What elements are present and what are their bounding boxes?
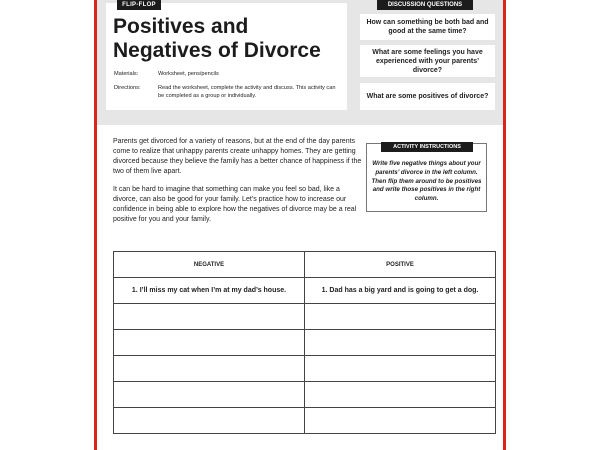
discussion-question-1: How can something be both bad and good at the same time? [360, 14, 495, 40]
materials-label: Materials: [114, 71, 139, 77]
materials-value: Worksheet, pens/pencils [158, 71, 219, 77]
table-header-row [114, 252, 496, 278]
discussion-question-2: What are some feelings you have experienced with your parents’ divorce? [360, 45, 495, 77]
positive-cell[interactable] [305, 408, 496, 434]
directions-value: Read the worksheet, complete the activity and discuss. This activity can be completed as a group or individually. [158, 85, 336, 99]
negative-cell[interactable]: 1. I’ll miss my cat when I’m at my dad’s house. [114, 278, 305, 304]
activity-instructions-tag: ACTIVITY INSTRUCTIONS [381, 142, 473, 152]
positive-cell[interactable] [305, 330, 496, 356]
negative-positive-table [113, 251, 496, 434]
negative-cell[interactable] [114, 330, 305, 356]
positive-column-header: POSITIVE [305, 252, 496, 278]
negative-cell[interactable] [114, 408, 305, 434]
positive-cell[interactable] [305, 356, 496, 382]
negative-cell[interactable] [114, 382, 305, 408]
positive-cell[interactable]: 1. Dad has a big yard and is going to get a dog. [305, 278, 496, 304]
table-row [114, 382, 496, 408]
table-row [114, 304, 496, 330]
positive-cell[interactable] [305, 382, 496, 408]
table-row [114, 278, 496, 304]
discussion-questions-tag: DISCUSSION QUESTIONS [377, 0, 473, 10]
table-row [114, 408, 496, 434]
intro-paragraph-1: Parents get divorced for a variety of reasons, but at the end of the day parents come to realize that unhappy parents create unhappy homes. They are getting divorced because they believe the family has a better chance of happiness if the two of them live apart. [113, 138, 362, 175]
positive-cell[interactable] [305, 304, 496, 330]
right-red-border [503, 0, 506, 450]
directions-label: Directions: [114, 85, 141, 91]
discussion-question-3: What are some positives of divorce? [360, 83, 495, 110]
category-tag: FLIP-FLOP [117, 0, 161, 10]
table-row [114, 330, 496, 356]
activity-instructions-text: Write five negative things about your parents’ divorce in the left column. Then flip them around to be positives and write those positives in the right column. [371, 160, 482, 203]
negative-cell[interactable] [114, 304, 305, 330]
negative-cell[interactable] [114, 356, 305, 382]
intro-paragraph-2: It can be hard to imagine that something can make you feel so bad, like a divorce, can also be good for your family. Let’s practice how to increase our confidence in being able to explore how the negatives of divorce may be a real positive for you and your family. [113, 186, 357, 223]
materials-row [114, 70, 338, 78]
negative-column-header: NEGATIVE [114, 252, 305, 278]
table-row [114, 356, 496, 382]
page-title: Positives and Negatives of Divorce [113, 15, 321, 62]
directions-row [114, 84, 338, 100]
